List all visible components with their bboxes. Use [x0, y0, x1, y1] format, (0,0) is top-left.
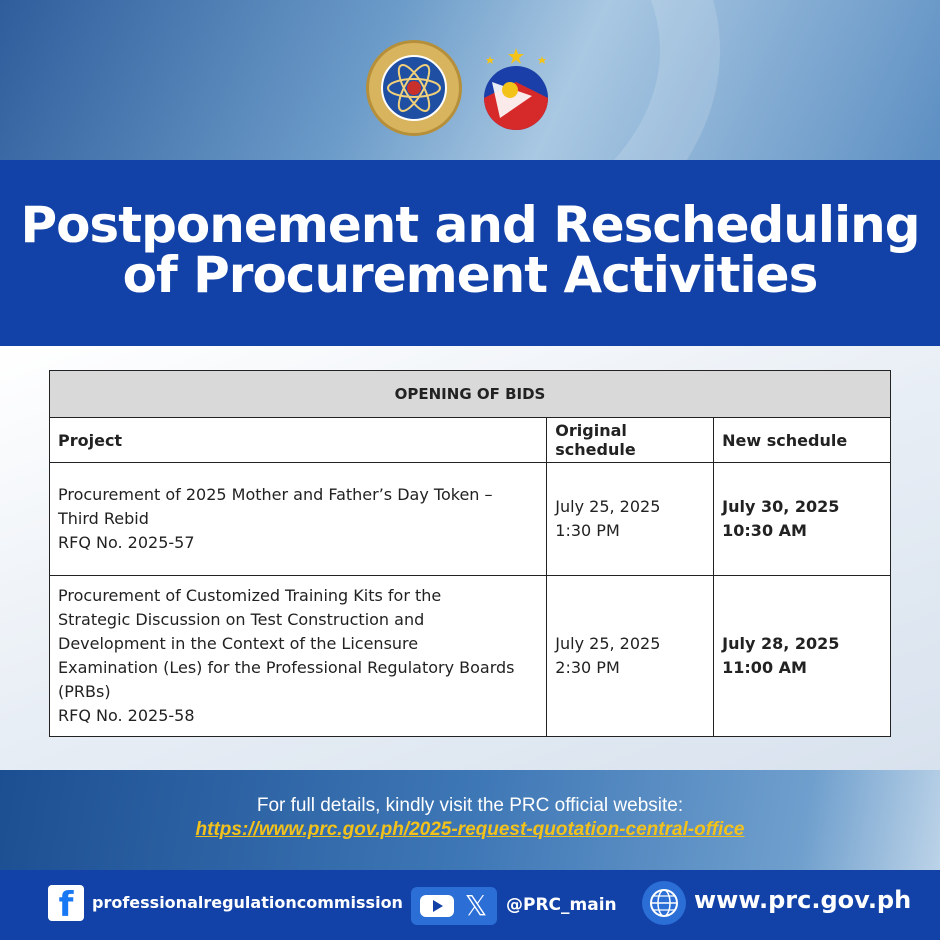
youtube-icon[interactable] — [420, 895, 454, 917]
new-date: July 28, 2025 — [722, 634, 840, 653]
new-time: 10:30 AM — [722, 521, 807, 540]
project-line: Development in the Context of the Licensure — [58, 634, 419, 653]
table-row — [50, 576, 891, 737]
project-cell — [50, 463, 547, 576]
visit-text: For full details, kindly visit the PRC official website: — [256, 795, 684, 816]
website-url[interactable]: www.prc.gov.ph — [694, 886, 912, 914]
x-icon[interactable]: 𝕏 — [464, 889, 488, 922]
globe-icon — [642, 881, 686, 925]
original-schedule-cell — [547, 463, 714, 576]
page-title — [0, 196, 940, 304]
prc-seal-icon — [366, 40, 462, 136]
title-line-1: Postponement and Rescheduling — [20, 196, 920, 254]
section-title: OPENING OF BIDS — [50, 371, 891, 418]
bids-table — [49, 370, 891, 737]
new-time: 11:00 AM — [722, 658, 807, 677]
new-date: July 30, 2025 — [722, 497, 840, 516]
logo-row — [0, 40, 940, 140]
seal-atom-icon — [369, 43, 459, 133]
new-schedule-cell — [714, 463, 891, 576]
original-date: July 25, 2025 — [555, 497, 661, 516]
facebook-icon[interactable]: f — [48, 885, 84, 921]
new-schedule-cell — [714, 576, 891, 737]
header-new-schedule: New schedule — [714, 418, 891, 463]
project-cell — [50, 576, 547, 737]
project-line: Strategic Discussion on Test Construction and — [58, 610, 425, 629]
social-icons — [411, 887, 497, 925]
website-link[interactable]: https://www.prc.gov.ph/2025-request-quotation-central-office — [195, 819, 745, 840]
bagong-pilipinas-logo-icon — [470, 42, 562, 134]
title-line-2: of Procurement Activities — [122, 246, 818, 304]
project-line: Procurement of 2025 Mother and Father’s Day Token – — [58, 485, 493, 504]
rfq-number: RFQ No. 2025-57 — [58, 533, 195, 552]
project-line: Examination (Les) for the Professional Regulatory Boards — [58, 658, 515, 677]
original-time: 2:30 PM — [555, 658, 620, 677]
original-time: 1:30 PM — [555, 521, 620, 540]
project-line: Procurement of Customized Training Kits for the — [58, 586, 442, 605]
table-row — [50, 463, 891, 576]
visit-notice — [0, 794, 940, 842]
project-line: (PRBs) — [58, 682, 111, 701]
social-handle[interactable]: @PRC_main — [506, 895, 617, 915]
header-original-schedule: Original schedule — [547, 418, 714, 463]
rfq-number: RFQ No. 2025-58 — [58, 706, 195, 725]
project-line: Third Rebid — [58, 509, 149, 528]
original-date: July 25, 2025 — [555, 634, 661, 653]
original-schedule-cell — [547, 576, 714, 737]
facebook-handle[interactable]: professionalregulationcommission — [92, 893, 403, 912]
header-project: Project — [50, 418, 547, 463]
